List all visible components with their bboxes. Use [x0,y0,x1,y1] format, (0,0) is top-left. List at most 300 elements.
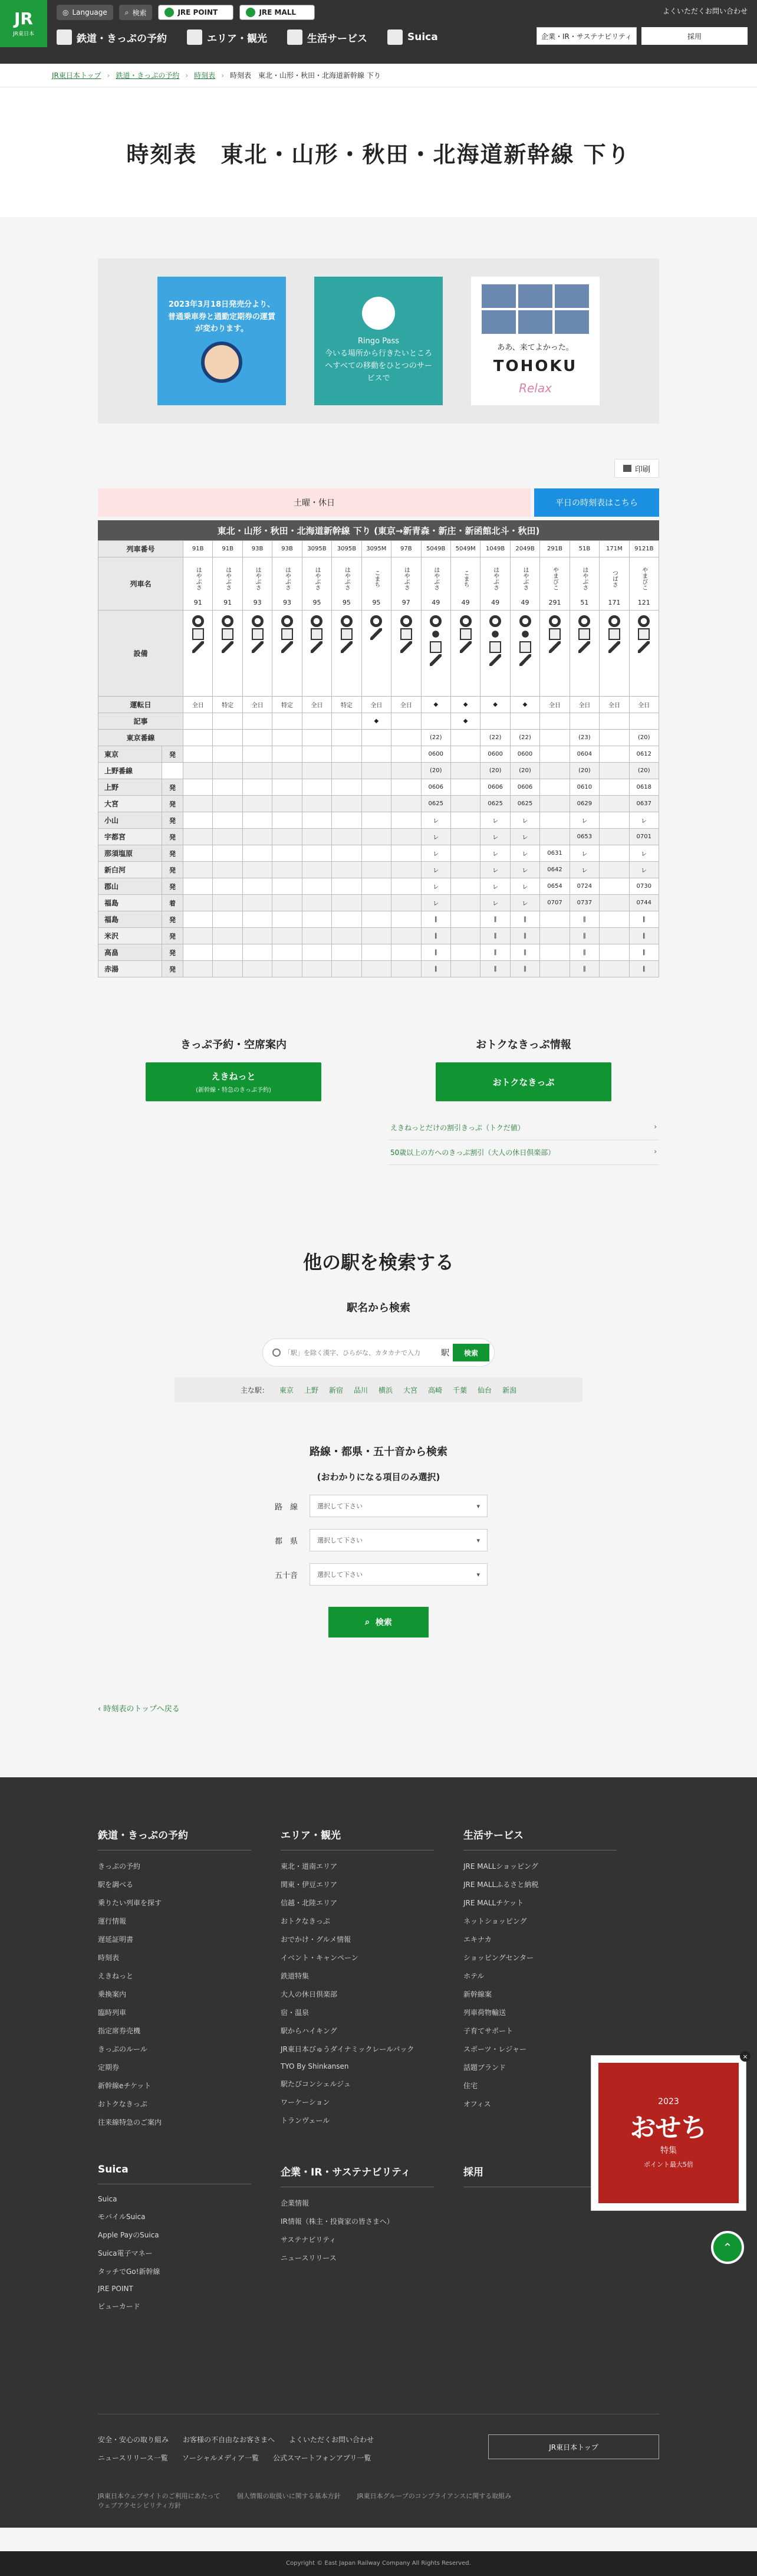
footer-link[interactable]: 指定席券売機 [98,2027,141,2035]
footer-link[interactable]: 乗りたい列車を探す [98,1899,162,1907]
printer-icon [623,465,631,472]
time-cell: レ [421,862,450,878]
time-cell: レ [510,895,539,911]
search-button[interactable] [119,5,153,20]
train-name-cell[interactable] [332,557,361,611]
footer-legal [98,2414,659,2463]
dep-arr-mark: 発 [162,796,183,812]
green-car-icon [460,628,472,640]
footer-link[interactable]: サステナビリティ [281,2236,337,2244]
footer-link[interactable]: オフィス [463,2100,491,2108]
train-note [332,713,361,730]
main-station-link[interactable]: 東京 [279,1386,294,1394]
time-cell [213,763,242,779]
train-name-cell[interactable] [600,557,629,611]
station-input[interactable] [284,1349,437,1357]
line-search-button[interactable] [328,1607,429,1638]
time-cell [302,746,331,763]
time-cell [450,845,480,862]
footer-link[interactable]: スポーツ・レジャー [463,2045,526,2053]
train-number: 93B [242,541,272,557]
time-cell: 0604 [570,746,599,763]
timetable-row [98,878,659,895]
green-car-icon [311,628,322,640]
jr-logo[interactable] [0,0,47,47]
dep-arr-mark: 発 [162,911,183,928]
footer-link[interactable]: 子育てサポート [463,2027,514,2035]
faq-link[interactable]: よくいただくお問い合わせ [662,7,748,15]
breadcrumb-link[interactable]: JR東日本トップ [52,71,101,80]
timetable-row [98,928,659,944]
footer-link[interactable]: 運行情報 [98,1917,127,1925]
footer-link[interactable]: Suica電子マネー [98,2249,153,2257]
time-cell [213,911,242,928]
footer-link[interactable]: JRE MALLチケット [463,1899,524,1907]
footer-link[interactable]: 鉄道特集 [281,1972,310,1980]
time-cell [332,845,361,862]
time-cell [361,944,391,961]
footer-link[interactable]: イベント・キャンペーン [281,1954,358,1962]
time-cell: 0737 [570,895,599,911]
print-label: 印刷 [634,465,650,474]
legal-link[interactable]: ニュースリリース一覧 [98,2454,168,2462]
train-num: 291 [548,599,561,606]
time-cell: 0606 [480,779,510,796]
station-suffix: 駅 [441,1348,449,1358]
footer-link[interactable]: きっぷのルール [98,2045,147,2053]
footer-link[interactable]: TYO By Shinkansen [281,2062,349,2070]
time-cell [242,763,272,779]
main-station-link[interactable]: 上野 [304,1386,318,1394]
track-cell [332,730,361,746]
train-name-cell[interactable] [450,557,480,611]
title-band [0,87,757,217]
facility-cell [510,611,539,697]
gran-class-icon [430,628,442,640]
ekinet-button[interactable] [146,1062,321,1101]
footer-link[interactable]: 東北・道南エリア [281,1862,338,1871]
time-cell: 0625 [480,796,510,812]
corp-link[interactable]: 企業・IR・サステナビリティ [537,27,637,45]
dep-arr-mark [162,763,183,779]
breadcrumb-current: 時刻表 東北・山形・秋田・北海道新幹線 下り [230,71,381,80]
recruit-link[interactable]: 採用 [641,27,748,45]
train-name-cell[interactable] [213,557,242,611]
footer-link[interactable]: トランヴェール [281,2116,330,2125]
station-name: 福島 [98,895,162,911]
pref-select-value: 選択して下さい [317,1537,363,1544]
ringo-pass-name: Ringo Pass [358,337,399,346]
station-search [0,1248,757,1638]
time-cell [332,961,361,977]
kana-select-value: 選択して下さい [317,1571,363,1579]
footer-heading: 鉄道・きっぷの予約 [98,1827,251,1850]
legal-link[interactable]: お客様の不自由なお客さまへ [183,2436,275,2444]
osechi-ad[interactable] [591,2052,748,2211]
train-number: 91B [183,541,213,557]
footer-link[interactable]: ビューカード [98,2302,140,2311]
footer-link[interactable]: Apple PayのSuica [98,2231,159,2239]
dep-arr-mark: 発 [162,845,183,862]
time-cell [540,829,570,845]
time-cell [272,961,302,977]
time-cell [242,845,272,862]
suica-icon [387,29,403,45]
timetable-row [98,557,659,611]
globe-icon: ◎ [62,8,69,17]
station-name: 赤湯 [98,961,162,977]
train-name-cell[interactable] [242,557,272,611]
policy-link[interactable]: JR東日本ウェブサイトのご利用にあたって [98,2492,220,2500]
no-smoking-icon [252,615,264,627]
jr-top-button[interactable]: JR東日本トップ [488,2434,659,2459]
footer-link[interactable]: 駅たびコンシェルジュ [281,2080,351,2088]
print-button[interactable] [614,459,659,478]
main-station-link[interactable]: 新宿 [328,1386,343,1394]
footer-link[interactable]: 大人の休日倶楽部 [281,1990,338,1999]
track-cell [540,730,570,746]
time-cell [600,961,629,977]
nav-area[interactable] [187,29,267,45]
footer-link[interactable]: 新幹線案 [463,1990,492,1999]
footer-link[interactable]: 信越・北陸エリア [281,1899,338,1907]
train-name-cell[interactable] [421,557,450,611]
deals-button[interactable] [436,1062,611,1101]
time-cell: 0625 [421,796,450,812]
breadcrumb-link[interactable]: 時刻表 [194,71,216,80]
footer-link[interactable]: 列車荷物輸送 [463,2009,506,2017]
main-station-link[interactable]: 仙台 [478,1386,492,1394]
ringo-pass-banner[interactable] [314,277,443,405]
time-cell [450,878,480,895]
no-smoking-icon [549,615,561,627]
footer-link[interactable]: 駅を調べる [98,1881,134,1889]
time-cell: ‖ [570,911,599,928]
conductor-illustration [201,342,242,383]
footer-link[interactable]: おトクなきっぷ [281,1917,330,1925]
time-cell [391,746,421,763]
breadcrumb-sep: › [221,71,224,80]
footer-link[interactable]: JR東日本びゅうダイナミックレールパック [281,2045,414,2053]
train-name: やまびこ [551,567,558,590]
logo-text: JR [14,8,33,28]
facility-cell [570,611,599,697]
footer-link[interactable]: モバイルSuica [98,2213,146,2221]
time-cell [302,779,331,796]
time-cell [272,796,302,812]
no-smoking-icon [578,615,590,627]
time-cell: ‖ [421,911,450,928]
main-nav [57,29,438,45]
train-name-cell[interactable] [570,557,599,611]
policy-link[interactable]: ウェブアクセシビリティ方針 [98,2502,182,2509]
train-num: 49 [432,599,440,606]
facility-cell [421,611,450,697]
main-station-link[interactable]: 千葉 [453,1386,468,1394]
track-cell: (22) [480,730,510,746]
main-station-link[interactable]: 新潟 [502,1386,517,1394]
time-cell [391,829,421,845]
train-num: 93 [253,599,262,606]
train-name-cell[interactable] [480,557,510,611]
footer-link[interactable]: ワーケーション [281,2098,330,2106]
train-num: 95 [342,599,351,606]
wheelchair-icon [430,654,442,666]
footer-link[interactable]: ニュースリリース [281,2254,337,2262]
footer-link[interactable]: 時刻表 [98,1954,120,1962]
jre-mall-button[interactable] [239,5,315,20]
main-station-link[interactable]: 高崎 [428,1386,443,1394]
wheelchair-icon [578,641,590,653]
no-smoking-icon [222,615,233,627]
time-cell [332,878,361,895]
no-smoking-icon [430,615,442,627]
line-select[interactable] [310,1495,488,1517]
time-cell [242,911,272,928]
time-cell [213,845,242,862]
dep-arr-mark: 発 [162,878,183,895]
time-cell: 0600 [421,746,450,763]
time-cell [272,878,302,895]
time-cell: (20) [421,763,450,779]
footer-link[interactable]: 乗換案内 [98,1990,127,1999]
track-cell [450,730,480,746]
time-cell [391,763,421,779]
footer-link[interactable]: JRE MALLショッピング [463,1862,538,1871]
wheelchair-icon [281,641,293,653]
train-name-cell[interactable] [302,557,331,611]
time-cell: レ [480,895,510,911]
tohoku-banner[interactable] [471,277,600,405]
scroll-top-button[interactable] [711,2231,744,2264]
time-cell: 0606 [510,779,539,796]
time-cell: (20) [629,763,659,779]
footer-link[interactable]: ホテル [463,1972,485,1980]
wheelchair-icon [222,641,233,653]
time-cell [213,796,242,812]
timetable-row [98,961,659,977]
station-name: 上野番線 [98,763,162,779]
chevron-down-icon: ▾ [476,1502,480,1510]
timetable-row [98,730,659,746]
footer-link[interactable]: JRE POINT [98,2285,133,2293]
footer-link[interactable]: ネットショッピング [463,1917,527,1925]
time-cell [600,796,629,812]
facility-cell [183,611,213,697]
breadcrumb-sep: › [185,71,189,80]
footer-col-suica [98,2164,251,2319]
time-cell [450,895,480,911]
green-car-icon [252,628,264,640]
time-cell [361,961,391,977]
nav-suica[interactable] [387,29,438,45]
time-cell: 0610 [570,779,599,796]
time-cell [242,812,272,829]
footer-heading: Suica [98,2164,251,2184]
time-cell [242,829,272,845]
footer-link[interactable]: おでかけ・グルメ情報 [281,1935,351,1944]
timetable-row [98,746,659,763]
footer-link[interactable]: 遅延証明書 [98,1935,134,1944]
time-cell: ‖ [570,928,599,944]
time-cell [332,763,361,779]
train-name-cell[interactable] [361,557,391,611]
timetable-row [98,763,659,779]
train-note [510,713,539,730]
time-cell [213,878,242,895]
train-number: 291B [540,541,570,557]
policy-link[interactable]: JR東日本グループのコンプライアンスに関する取組み [357,2492,512,2500]
time-cell [183,812,213,829]
footer-link[interactable]: 関東・伊豆エリア [281,1881,338,1889]
nav-life[interactable] [287,29,367,45]
train-name-cell[interactable] [510,557,539,611]
main-station-link[interactable]: 品川 [353,1386,368,1394]
tab-holiday[interactable]: 土曜・休日 [98,488,531,517]
main-station-link[interactable]: 横浜 [378,1386,393,1394]
track-cell [600,730,629,746]
time-cell: 0730 [629,878,659,895]
breadcrumb [0,64,757,87]
track-cell [183,730,213,746]
time-cell: レ [480,829,510,845]
footer-link[interactable]: きっぷの予約 [98,1862,141,1871]
time-cell: ‖ [629,928,659,944]
facility-cell [480,611,510,697]
time-cell [183,961,213,977]
time-cell: レ [510,845,539,862]
green-car-icon [549,628,561,640]
train-note [242,713,272,730]
track-cell [361,730,391,746]
footer-link[interactable]: ショッピングセンター [463,1954,534,1962]
facility-cell [540,611,570,697]
close-icon[interactable]: × [740,2051,751,2062]
footer-link[interactable]: 企業情報 [281,2199,310,2207]
track-cell: (22) [421,730,450,746]
time-cell [302,961,331,977]
breadcrumb-link[interactable]: 鉄道・きっぷの予約 [116,71,180,80]
cart-icon [246,8,255,17]
footer-link[interactable]: 往来線特急のご案内 [98,2118,162,2127]
ad-note: ポイント最大5倍 [644,2161,693,2168]
time-cell [540,796,570,812]
track-cell [213,730,242,746]
facility-cell [332,611,361,697]
time-cell: 0612 [629,746,659,763]
nav-label: 生活サービス [307,32,367,45]
legal-link[interactable]: ソーシャルメディア一覧 [182,2454,259,2462]
time-cell [183,944,213,961]
legal-link[interactable]: よくいただくお問い合わせ [289,2436,374,2444]
time-cell: 0629 [570,796,599,812]
timetable-row [98,541,659,557]
fare-banner[interactable] [157,277,286,405]
legal-link[interactable]: 安全・安心の取り組み [98,2436,169,2444]
track-cell [391,730,421,746]
language-button[interactable] [57,5,113,20]
search-title: 他の駅を検索する [302,1251,454,1274]
ad-title: おせち [630,2113,707,2143]
time-cell [272,812,302,829]
site-header [0,0,757,64]
time-cell [600,829,629,845]
operation-day: 特定 [272,697,302,713]
gran-class-icon [519,628,531,640]
no-smoking-icon [341,615,353,627]
train-name-cell[interactable] [391,557,421,611]
time-cell: 0701 [629,829,659,845]
station-name: 郡山 [98,878,162,895]
tab-weekday[interactable]: 平日の時刻表はこちら [534,488,659,517]
time-cell [332,944,361,961]
time-cell: レ [421,878,450,895]
row-header: 運転日 [98,697,183,713]
operation-day: 全日 [302,697,331,713]
main-station-link[interactable]: 大宮 [403,1386,418,1394]
train-name-cell[interactable] [540,557,570,611]
deal-link[interactable] [388,1115,659,1140]
footer-link[interactable]: おトクなきっぷ [98,2100,147,2108]
time-cell: ‖ [629,944,659,961]
time-cell: 0625 [510,796,539,812]
pref-select[interactable] [310,1529,488,1551]
green-car-icon [341,628,353,640]
footer-link[interactable]: Suica [98,2195,117,2203]
footer-link[interactable]: IR情報（株主・投資家の皆さまへ） [281,2217,394,2226]
footer-link[interactable]: タッチでGo!新幹線 [98,2267,160,2276]
station-search-button[interactable]: 検索 [453,1344,489,1361]
train-note [629,713,659,730]
jre-point-button[interactable] [158,5,233,20]
train-name-cell[interactable] [183,557,213,611]
time-cell: ‖ [510,928,539,944]
train-name-cell[interactable] [272,557,302,611]
time-cell [242,928,272,944]
footer-link[interactable]: JRE MALLふるさと納税 [463,1881,539,1889]
footer-link[interactable]: えきねっと [98,1972,134,1980]
footer-link[interactable]: 駅からハイキング [281,2027,337,2035]
footer-link[interactable]: 住宅 [463,2082,478,2090]
time-cell [183,763,213,779]
facility-cell [242,611,272,697]
no-smoking-icon [311,615,322,627]
footer-link[interactable]: 定期券 [98,2063,120,2072]
footer-col-area [281,1827,434,2135]
deal-link[interactable] [388,1140,659,1165]
nav-rail[interactable] [57,29,167,45]
footer-link[interactable]: 話題ブランド [463,2063,506,2072]
back-to-top-link[interactable] [98,1702,659,1714]
time-cell [332,746,361,763]
footer-link[interactable]: 臨時列車 [98,2009,127,2017]
train-name-cell[interactable] [629,557,659,611]
kana-select[interactable] [310,1563,488,1586]
time-cell [183,878,213,895]
time-cell [391,796,421,812]
footer-link[interactable]: 宿・温泉 [281,2009,310,2017]
footer-link[interactable]: 新幹線eチケット [98,2082,152,2090]
dep-arr-mark: 発 [162,746,183,763]
train-number: 5049M [450,541,480,557]
wheelchair-icon [400,641,412,653]
dep-arr-mark: 発 [162,829,183,845]
train-number: 1049B [480,541,510,557]
policy-link[interactable]: 個人情報の取扱いに関する基本方針 [236,2492,341,2500]
map-icon [187,29,202,45]
footer-link[interactable]: エキナカ [463,1935,492,1944]
legal-link[interactable]: 公式スマートフォンアプリ一覧 [273,2454,371,2462]
